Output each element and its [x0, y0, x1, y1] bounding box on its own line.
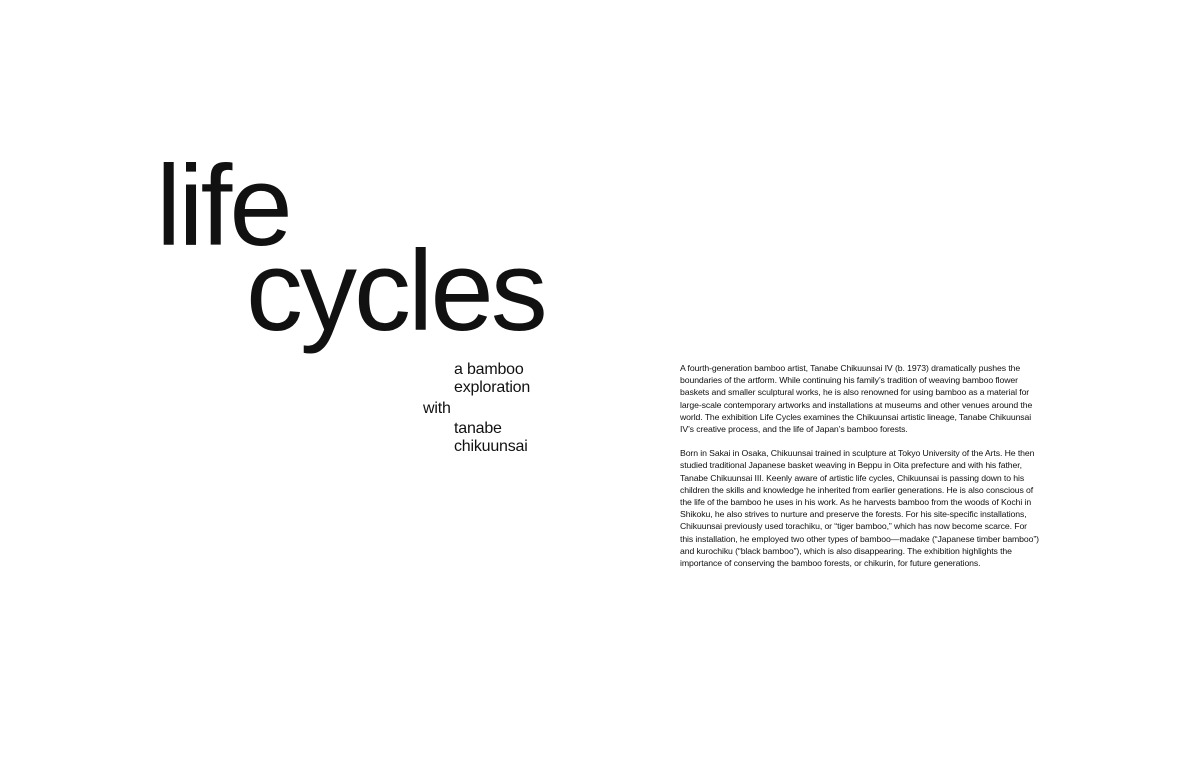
title-line-life: life [156, 143, 290, 270]
body-paragraph-2: Born in Sakai in Osaka, Chikuunsai trained in sculpture at Tokyo University of the Arts. He then studied traditional Japanese basket weaving in Beppu in Oita prefecture and with his father, Tanabe Chikuunsai III. Keenly aware of artistic life cycles, Chikuunsai is passing down to his children the skills and knowledge he inherited from earlier generations. He is also conscious of the life of the bamboo he uses in his work. As he harvests bamboo from the woods of Kochi in Shikoku, he also strives to nurture and preserve the forests. For his site-specific installations, Chikuunsai previously used torachiku, or “tiger bamboo,” which has now become scarce. For this installation, he employed two other types of bamboo—madake (“Japanese timber bamboo”) and kurochiku (“black bamboo”), which is also disappearing. The exhibition highlights the importance of conserving the bamboo forests, or chikurin, for future generations. [680, 448, 1039, 569]
subtitle-line-tanabe: tanabe [454, 420, 502, 437]
title-line-cycles: cycles [246, 228, 545, 355]
subtitle-line-with: with [423, 400, 451, 417]
body-text-column [680, 362, 1040, 581]
subtitle-line-a-bamboo: a bamboo [454, 361, 524, 378]
body-paragraph-1: A fourth-generation bamboo artist, Tanabe Chikuunsai IV (b. 1973) dramatically pushes the boundaries of the artform. While continuing his family’s tradition of weaving bamboo flower baskets and smaller sculptural works, he is also renowned for using bamboo as a material for large-scale contemporary artworks and installations at museums and other venues around the world. The exhibition Life Cycles examines the Chikuunsai artistic lineage, Tanabe Chikuunsai IV’s creative process, and the life of Japan’s bamboo forests. [680, 363, 1033, 435]
subtitle-line-chikuunsai: chikuunsai [454, 438, 528, 455]
subtitle-line-exploration: exploration [454, 379, 531, 396]
